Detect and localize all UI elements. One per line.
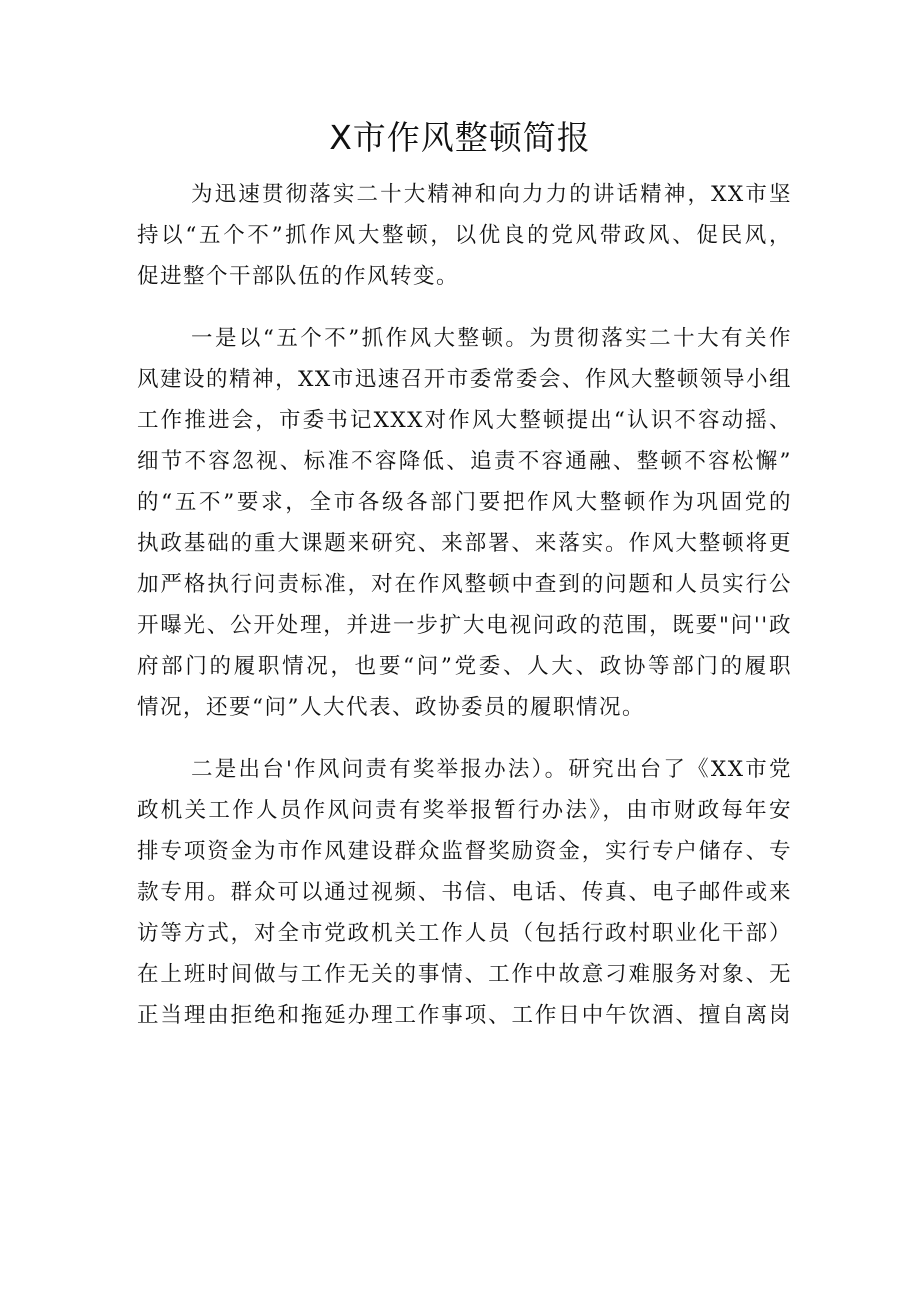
text-line: 风建设的精神，XX市迅速召开市委常委会、作风大整顿领导小组 [137,367,792,392]
text-line: 访等方式，对全市党政机关工作人员（包括行政村职业化干部） [137,921,792,946]
paragraph-intro [137,174,792,297]
text-line: 开曝光、公开处理，并进一步扩大电视问政的范围，既要"问''政 [137,613,792,638]
text-line: 府部门的履职情况，也要“问”党委、人大、政协等部门的履职 [137,654,792,679]
paragraph-point-one [137,318,792,728]
document-title: X市作风整顿简报 [329,118,591,157]
text-line: 二是出台'作风问责有奖举报办法）。研究出台了《XX市党 [191,757,792,782]
text-line: 情况，还要“问”人大代表、政协委员的履职情况。 [137,695,645,720]
text-line: 为迅速贯彻落实二十大精神和向力力的讲话精神，XX市坚 [191,182,792,207]
text-line: 政机关工作人员作风问责有奖举报暂行办法》，由市财政每年安 [137,798,792,823]
text-line: 持以“五个不”抓作风大整顿，以优良的党风带政风、促民风， [137,223,792,248]
text-line: 加严格执行问责标准，对在作风整顿中查到的问题和人员实行公 [137,572,792,597]
text-line: 在上班时间做与工作无关的事情、工作中故意刁难服务对象、无 [137,962,792,987]
text-line: 正当理由拒绝和拖延办理工作事项、工作日中午饮酒、擅自离岗 [137,1003,792,1028]
text-line: 一是以“五个不”抓作风大整顿。为贯彻落实二十大有关作 [191,326,792,351]
text-line: 促进整个干部队伍的作风转变。 [137,264,460,289]
text-line: 的“五不”要求，全市各级各部门要把作风大整顿作为巩固党的 [137,490,792,515]
document-body [137,174,792,1057]
text-line: 款专用。群众可以通过视频、书信、电话、传真、电子邮件或来 [137,880,792,905]
text-line: 工作推进会，市委书记XXX对作风大整顿提出“认识不容动摇、 [137,408,792,433]
text-line: 细节不容忽视、标准不容降低、追责不容通融、整顿不容松懈” [137,449,792,474]
text-line: 排专项资金为市作风建设群众监督奖励资金，实行专户储存、专 [137,839,792,864]
paragraph-point-two [137,749,792,1036]
text-line: 执政基础的重大课题来研究、来部署、来落实。作风大整顿将更 [137,531,792,556]
